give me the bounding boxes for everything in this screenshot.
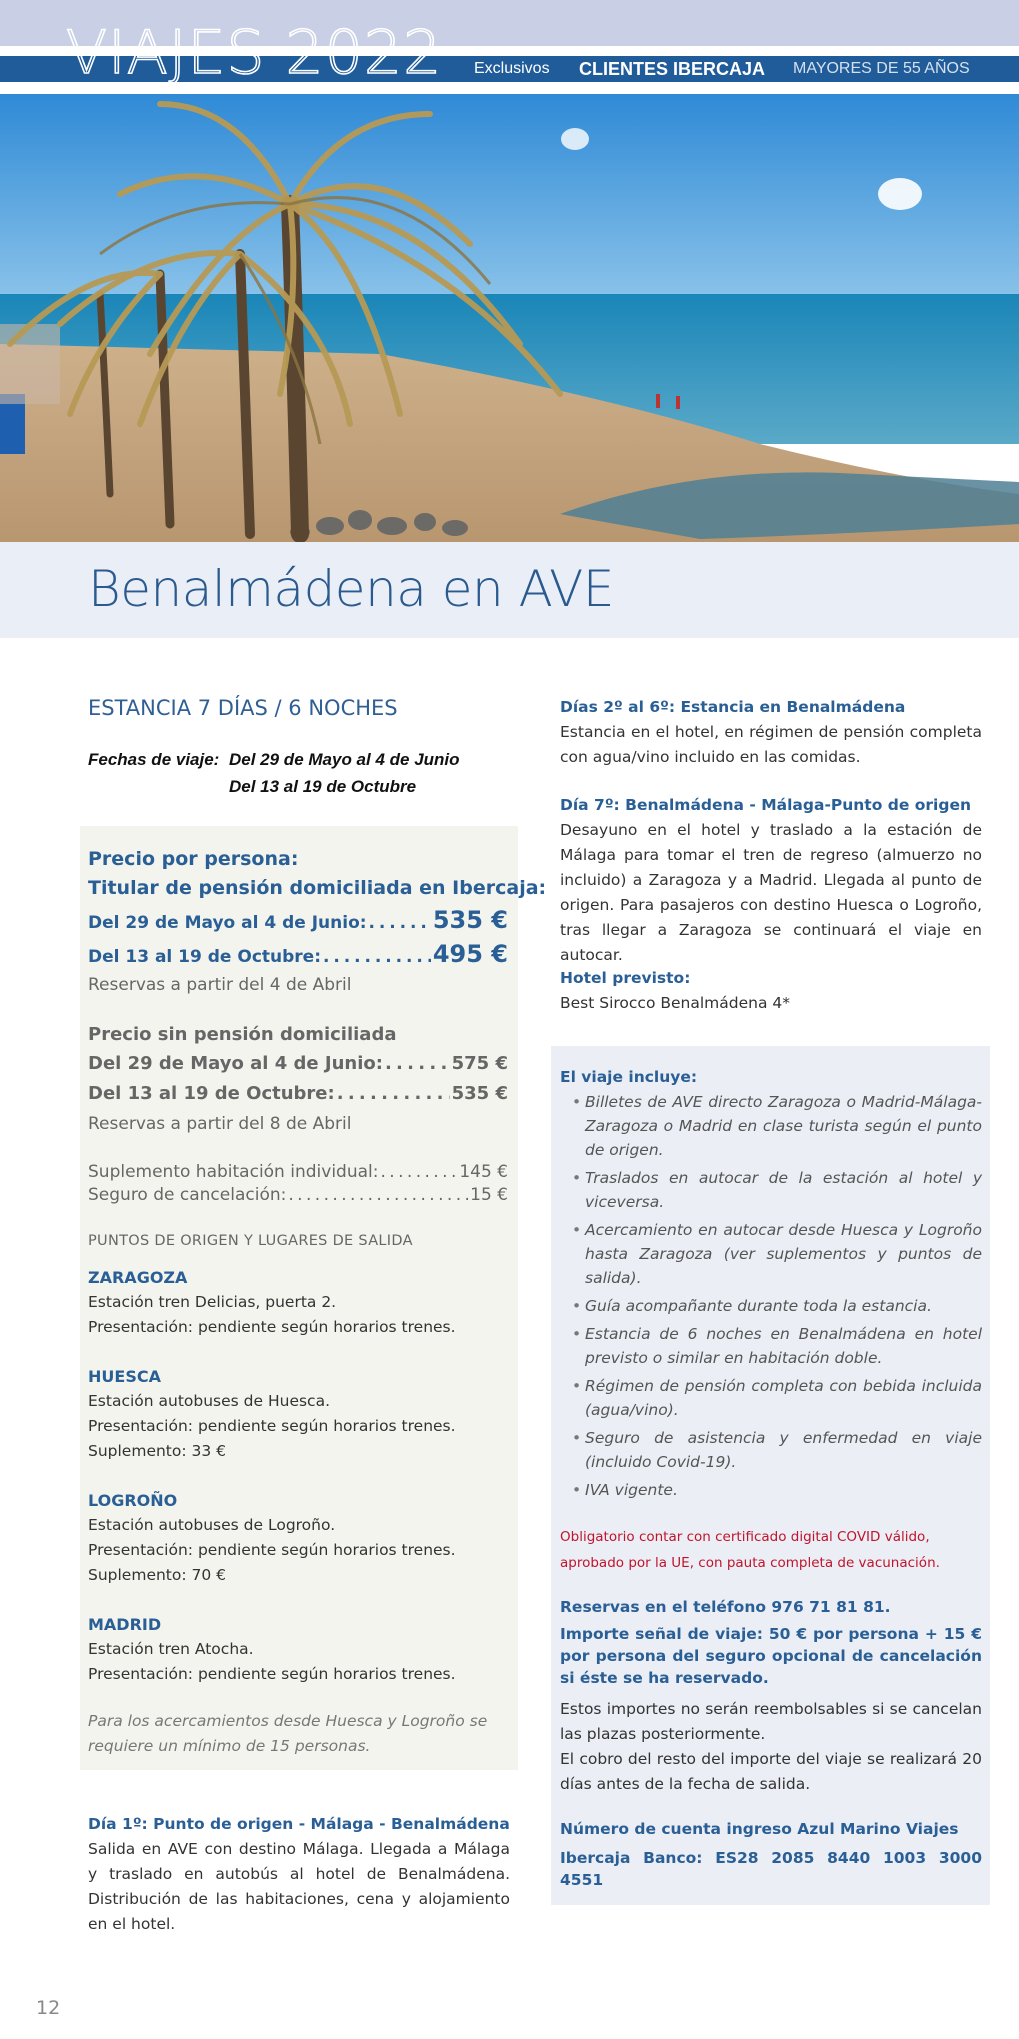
bullet-icon: • [572, 1221, 582, 1239]
no-pension-heading: Precio sin pensión domiciliada [88, 1024, 397, 1045]
huesca-line-2: Presentación: pendiente según horarios trenes. [88, 1417, 456, 1435]
includes-item-text: Seguro de asistencia y enfermedad en viaje (incluido Covid-19). [585, 1429, 982, 1471]
includes-item-text: Guía acompañante durante toda la estancia. [585, 1297, 932, 1315]
logrono-line-1: Estación autobuses de Logroño. [88, 1516, 336, 1534]
minimum-group-note: Para los acercamientos desde Huesca y Logroño se requiere un mínimo de 15 personas. [88, 1712, 488, 1755]
header-clientes: CLIENTES IBERCAJA [579, 59, 766, 79]
beach-palm-photo-icon [0, 94, 1019, 542]
logrono-line-3: Suplemento: 70 € [88, 1566, 227, 1584]
price-value: 535 € [451, 1083, 508, 1104]
bullet-icon: • [572, 1325, 582, 1343]
supplement-label: Suplemento habitación individual: [88, 1162, 379, 1182]
stay-duration: ESTANCIA 7 DÍAS / 6 NOCHES [88, 696, 398, 720]
brochure-title: VIAJES 2022 [66, 18, 443, 88]
no-pension-price-row-1 [88, 1053, 508, 1074]
price-row-label: Del 29 de Mayo al 4 de Junio: [88, 1053, 383, 1074]
dot-leader [337, 1083, 450, 1104]
price-row-label: Del 13 al 19 de Octubre: [88, 1083, 335, 1104]
price-row-label: Del 13 al 19 de Octubre: [88, 947, 322, 967]
price-row-label: Del 29 de Mayo al 4 de Junio: [88, 913, 367, 933]
travel-date-2: Del 13 al 19 de Octubre [229, 777, 417, 796]
hotel-label: Hotel previsto: [560, 969, 691, 987]
day2-6-title: Días 2º al 6º: Estancia en Benalmádena [560, 698, 906, 716]
includes-item [560, 1090, 982, 1162]
no-pension-price-row-2 [88, 1083, 508, 1104]
bullet-icon: • [572, 1093, 582, 1111]
titular-price-row-2 [88, 940, 508, 968]
includes-item-text: Acercamiento en autocar desde Huesca y Logroño hasta Zaragoza (ver suplementos y puntos de salida). [585, 1221, 982, 1287]
page-number: 12 [36, 1997, 61, 2019]
includes-item [560, 1478, 982, 1502]
header-mayores: MAYORES DE 55 AÑOS [793, 60, 970, 77]
includes-item-text: Billetes de AVE directo Zaragoza o Madrid-Málaga-Zaragoza o Madrid en clase turista según el punto de origen. [585, 1093, 982, 1159]
madrid-line-2: Presentación: pendiente según horarios trenes. [88, 1665, 456, 1683]
madrid-line-1: Estación tren Atocha. [88, 1640, 254, 1658]
insurance-label: Seguro de cancelación: [88, 1185, 287, 1205]
dot-leader [369, 913, 431, 933]
deposit-info: Importe señal de viaje: 50 € por persona + 15 € por persona del seguro opcional de cancelación si éste se ha reservado. [560, 1625, 982, 1687]
day2-6-text: Estancia en el hotel, en régimen de pensión completa con agua/vino incluido en las comidas. [560, 723, 982, 766]
includes-item-text: Estancia de 6 noches en Benalmádena en hotel previsto o similar en habitación doble. [585, 1325, 982, 1367]
non-refundable-note: Estos importes no serán reembolsables si se cancelan las plazas posteriormente. [560, 1700, 982, 1743]
day7-text: Desayuno en el hotel y traslado a la estación de Málaga para tomar el tren de regreso (almuerzo no incluido) a Zaragoza y a Madrid. Llegada al punto de origen. Para pasajeros con destino Huesca o Logroño, tras llegar a Zaragoza se continuará el viaje en autocar. [560, 821, 982, 964]
bullet-icon: • [572, 1297, 582, 1315]
dot-leader [385, 1053, 450, 1074]
city-madrid: MADRID [88, 1615, 162, 1634]
city-zaragoza: ZARAGOZA [88, 1268, 188, 1287]
dot-leader [288, 1185, 468, 1205]
includes-item [560, 1166, 982, 1214]
includes-item [560, 1322, 982, 1370]
includes-item-text: IVA vigente. [585, 1481, 678, 1499]
departure-points-heading: PUNTOS DE ORIGEN Y LUGARES DE SALIDA [88, 1233, 413, 1249]
huesca-line-1: Estación autobuses de Huesca. [88, 1392, 331, 1410]
includes-item [560, 1374, 982, 1422]
city-logrono: LOGROÑO [88, 1491, 178, 1510]
includes-item [560, 1218, 982, 1290]
account-label: Número de cuenta ingreso Azul Marino Viajes [560, 1820, 959, 1838]
travel-dates-label: Fechas de viaje: [88, 750, 220, 769]
bullet-icon: • [572, 1429, 582, 1447]
insurance-value: 15 € [470, 1185, 508, 1205]
covid-notice-line-2: aprobado por la UE, con pauta completa de vacunación. [560, 1555, 940, 1571]
includes-item-text: Traslados en autocar de la estación al hotel y viceversa. [585, 1169, 982, 1211]
supplement-value: 145 € [459, 1162, 508, 1182]
includes-item [560, 1426, 982, 1474]
cancellation-insurance-row [88, 1185, 508, 1205]
dot-leader [380, 1162, 457, 1182]
price-value: 575 € [451, 1053, 508, 1074]
payment-note: El cobro del resto del importe del viaje se realizará 20 días antes de la fecha de salida. [560, 1750, 982, 1793]
zaragoza-line-2: Presentación: pendiente según horarios trenes. [88, 1318, 456, 1336]
header-exclusivos: Exclusivos [474, 60, 550, 77]
price-value: 495 € [432, 940, 508, 968]
travel-date-1: Del 29 de Mayo al 4 de Junio [229, 750, 460, 769]
account-number: Ibercaja Banco: ES28 2085 8440 1003 3000 4551 [560, 1849, 982, 1889]
includes-heading: El viaje incluye: [560, 1068, 698, 1086]
huesca-line-3: Suplemento: 33 € [88, 1442, 227, 1460]
titular-heading: Titular de pensión domiciliada en Ibercaja: [88, 877, 547, 899]
bullet-icon: • [572, 1377, 582, 1395]
page-title: Benalmádena en AVE [88, 560, 614, 618]
zaragoza-line-1: Estación tren Delicias, puerta 2. [88, 1293, 337, 1311]
titular-price-row-1 [88, 906, 508, 934]
supplement-single-row [88, 1162, 508, 1182]
price-value: 535 € [432, 906, 508, 934]
includes-list [560, 1090, 982, 1506]
logrono-line-2: Presentación: pendiente según horarios trenes. [88, 1541, 456, 1559]
day1-text: Salida en AVE con destino Málaga. Llegada a Málaga y traslado en autobús al hotel de Benalmádena. Distribución de las habitaciones, cena y alojamiento en el hotel. [88, 1840, 510, 1933]
beach-photo [0, 94, 1019, 542]
reservation-phone: Reservas en el teléfono 976 71 81 81. [560, 1598, 891, 1616]
titular-reservas: Reservas a partir del 4 de Abril [88, 975, 352, 995]
includes-item [560, 1294, 982, 1318]
no-pension-reservas: Reservas a partir del 8 de Abril [88, 1114, 352, 1134]
dot-leader [323, 947, 431, 967]
day7-title: Día 7º: Benalmádena - Málaga-Punto de origen [560, 796, 972, 814]
bullet-icon: • [572, 1481, 582, 1499]
includes-item-text: Régimen de pensión completa con bebida incluida (agua/vino). [585, 1377, 982, 1419]
covid-notice-line-1: Obligatorio contar con certificado digital COVID válido, [560, 1529, 930, 1545]
city-huesca: HUESCA [88, 1367, 161, 1386]
day1-title: Día 1º: Punto de origen - Málaga - Benalmádena [88, 1815, 510, 1833]
hotel-name: Best Sirocco Benalmádena 4* [560, 994, 790, 1012]
price-per-person-heading: Precio por persona: [88, 848, 299, 870]
bullet-icon: • [572, 1169, 582, 1187]
